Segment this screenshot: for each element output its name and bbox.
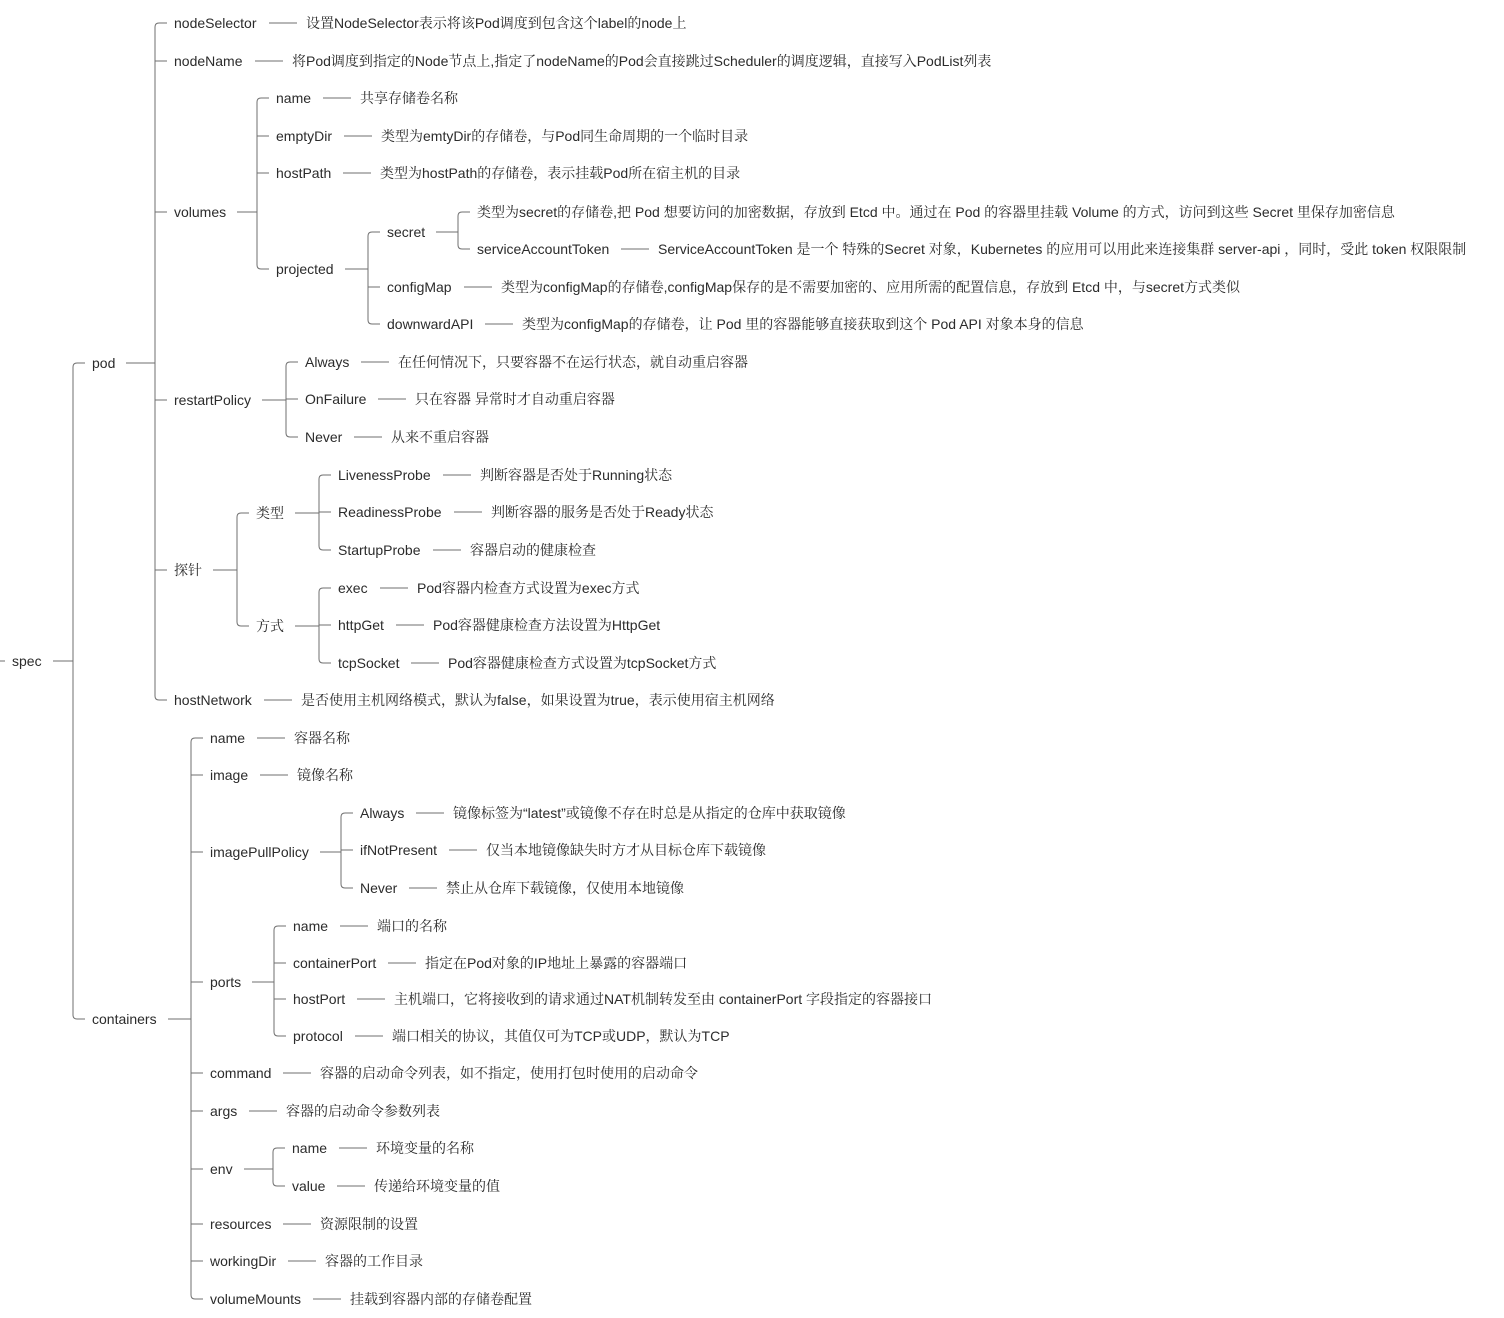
node-name[interactable]: name bbox=[210, 730, 246, 746]
node-exec[interactable]: exec bbox=[338, 580, 368, 596]
node-description[interactable]: 容器名称 bbox=[294, 730, 350, 746]
node-description[interactable]: 容器的启动命令列表，如不指定，使用打包时使用的启动命令 bbox=[320, 1065, 698, 1081]
node-args[interactable]: args bbox=[210, 1103, 238, 1119]
node-volumemounts[interactable]: volumeMounts bbox=[210, 1291, 302, 1307]
node-nodeselector[interactable]: nodeSelector bbox=[174, 15, 257, 31]
bracket-secret-branch bbox=[458, 212, 470, 216]
node-description[interactable]: ServiceAccountToken 是一个 特殊的Secret 对象，Kubernetes 的应用可以用此来连接集群 server-api ，同时，受此 token 权限限制 bbox=[658, 241, 1467, 257]
node-env[interactable]: env bbox=[210, 1161, 233, 1177]
node-containerport[interactable]: containerPort bbox=[293, 955, 377, 971]
node-description[interactable]: 资源限制的设置 bbox=[320, 1216, 418, 1232]
node-ifnotpresent[interactable]: ifNotPresent bbox=[360, 842, 438, 858]
node-description[interactable]: 挂载到容器内部的存储卷配置 bbox=[350, 1291, 532, 1307]
bracket-ports-branch bbox=[274, 1032, 286, 1036]
node-description[interactable]: 容器的工作目录 bbox=[325, 1253, 423, 1269]
node-description[interactable]: 只在容器 异常时才自动重启容器 bbox=[415, 391, 615, 407]
node-hostpath[interactable]: hostPath bbox=[276, 165, 332, 181]
node-description[interactable]: 禁止从仓库下载镜像，仅使用本地镜像 bbox=[446, 880, 684, 896]
bracket-cn-branch bbox=[319, 588, 331, 592]
node-restartpolicy[interactable]: restartPolicy bbox=[174, 392, 252, 408]
root-node-spec[interactable]: spec bbox=[12, 653, 42, 669]
node-description[interactable]: 是否使用主机网络模式，默认为false，如果设置为true，表示使用宿主机网络 bbox=[301, 692, 775, 708]
node-description[interactable]: 设置NodeSelector表示将该Pod调度到包含这个label的node上 bbox=[306, 15, 687, 31]
node-pod[interactable]: pod bbox=[92, 355, 116, 371]
bracket-pod-branch bbox=[155, 696, 167, 700]
node-never[interactable]: Never bbox=[360, 880, 398, 896]
node-readinessprobe[interactable]: ReadinessProbe bbox=[338, 504, 442, 520]
node-hostport[interactable]: hostPort bbox=[293, 991, 346, 1007]
node-description[interactable]: 在任何情况下，只要容器不在运行状态，就自动重启容器 bbox=[398, 354, 748, 370]
node-resources[interactable]: resources bbox=[210, 1216, 272, 1232]
node-startupprobe[interactable]: StartupProbe bbox=[338, 542, 421, 558]
node-description[interactable]: 共享存储卷名称 bbox=[360, 90, 458, 106]
bracket-cn-branch bbox=[319, 475, 331, 479]
node-cn[interactable]: 类型 bbox=[256, 505, 284, 521]
node-onfailure[interactable]: OnFailure bbox=[305, 391, 367, 407]
node-hostnetwork[interactable]: hostNetwork bbox=[174, 692, 252, 708]
node-description[interactable]: 类型为configMap的存储卷，让 Pod 里的容器能够直接获取到这个 Pod API 对象本身的信息 bbox=[522, 316, 1084, 332]
node-livenessprobe[interactable]: LivenessProbe bbox=[338, 467, 431, 483]
root-bracket-branch bbox=[73, 363, 85, 367]
bracket-containers-branch bbox=[191, 1295, 203, 1299]
node-description[interactable]: 从来不重启容器 bbox=[391, 429, 489, 445]
node-secret-pod-etcd-pod-volume-secret[interactable]: 类型为secret的存储卷,把 Pod 想要访问的加密数据，存放到 Etcd 中。通过在 Pod 的容器里挂载 Volume 的方式，访问到这些 Secret 里保存加密信息 bbox=[477, 204, 1395, 220]
node-description[interactable]: Pod容器健康检查方法设置为HttpGet bbox=[433, 617, 661, 633]
bracket-cn-branch bbox=[237, 622, 249, 626]
node-description[interactable]: 指定在Pod对象的IP地址上暴露的容器端口 bbox=[425, 955, 688, 971]
node-description[interactable]: 环境变量的名称 bbox=[376, 1140, 474, 1156]
bracket-env-branch bbox=[273, 1182, 285, 1186]
node-description[interactable]: 判断容器的服务是否处于Ready状态 bbox=[491, 504, 714, 520]
node-containers[interactable]: containers bbox=[92, 1011, 157, 1027]
bracket-imagepullpolicy-branch bbox=[341, 813, 353, 817]
node-description[interactable]: 类型为hostPath的存储卷，表示挂载Pod所在宿主机的目录 bbox=[380, 165, 741, 181]
bracket-cn-branch bbox=[319, 659, 331, 663]
node-command[interactable]: command bbox=[210, 1065, 272, 1081]
bracket-volumes-branch bbox=[257, 98, 269, 102]
node-description[interactable]: 端口的名称 bbox=[377, 918, 447, 934]
node-always[interactable]: Always bbox=[305, 354, 350, 370]
node-secret[interactable]: secret bbox=[387, 224, 426, 240]
node-cn[interactable]: 探针 bbox=[174, 562, 202, 578]
node-imagepullpolicy[interactable]: imagePullPolicy bbox=[210, 844, 309, 860]
node-always[interactable]: Always bbox=[360, 805, 405, 821]
node-description[interactable]: 判断容器是否处于Running状态 bbox=[480, 467, 673, 483]
node-description[interactable]: Pod容器内检查方式设置为exec方式 bbox=[417, 580, 640, 596]
bracket-restartpolicy-branch bbox=[286, 362, 298, 366]
bracket-projected-branch bbox=[368, 232, 380, 236]
node-name[interactable]: name bbox=[276, 90, 312, 106]
bracket-ports-branch bbox=[274, 926, 286, 930]
bracket-containers-branch bbox=[191, 738, 203, 742]
node-description[interactable]: 传递给环境变量的值 bbox=[374, 1178, 500, 1194]
node-projected[interactable]: projected bbox=[276, 261, 334, 277]
node-name[interactable]: name bbox=[292, 1140, 328, 1156]
bracket-cn-branch bbox=[319, 546, 331, 550]
node-image[interactable]: image bbox=[210, 767, 249, 783]
node-emptydir[interactable]: emptyDir bbox=[276, 128, 333, 144]
node-serviceaccounttoken[interactable]: serviceAccountToken bbox=[477, 241, 610, 257]
node-nodename[interactable]: nodeName bbox=[174, 53, 243, 69]
bracket-imagepullpolicy-branch bbox=[341, 884, 353, 888]
node-cn[interactable]: 方式 bbox=[256, 618, 284, 634]
node-workingdir[interactable]: workingDir bbox=[210, 1253, 277, 1269]
bracket-secret-branch bbox=[458, 245, 470, 249]
node-description[interactable]: 仅当本地镜像缺失时方才从目标仓库下载镜像 bbox=[486, 842, 766, 858]
node-value[interactable]: value bbox=[292, 1178, 326, 1194]
node-description[interactable]: 类型为emtyDir的存储卷，与Pod同生命周期的一个临时目录 bbox=[381, 128, 749, 144]
node-description[interactable]: 镜像名称 bbox=[297, 767, 353, 783]
node-name[interactable]: name bbox=[293, 918, 329, 934]
node-description[interactable]: 主机端口，它将接收到的请求通过NAT机制转发至由 containerPort 字段指定的容器接口 bbox=[394, 991, 933, 1007]
node-never[interactable]: Never bbox=[305, 429, 343, 445]
bracket-cn-branch bbox=[237, 513, 249, 517]
node-configmap[interactable]: configMap bbox=[387, 279, 452, 295]
node-tcpsocket[interactable]: tcpSocket bbox=[338, 655, 400, 671]
node-description[interactable]: 端口相关的协议，其值仅可为TCP或UDP，默认为TCP bbox=[392, 1028, 730, 1044]
node-description[interactable]: 将Pod调度到指定的Node节点上,指定了nodeName的Pod会直接跳过Scheduler的调度逻辑，直接写入PodList列表 bbox=[292, 53, 992, 69]
node-protocol[interactable]: protocol bbox=[293, 1028, 343, 1044]
node-ports[interactable]: ports bbox=[210, 974, 242, 990]
node-downwardapi[interactable]: downwardAPI bbox=[387, 316, 474, 332]
node-description[interactable]: 容器启动的健康检查 bbox=[470, 542, 596, 558]
root-bracket-branch bbox=[73, 1015, 85, 1019]
bracket-volumes-branch bbox=[257, 265, 269, 269]
bracket-projected-branch bbox=[368, 320, 380, 324]
bracket-env-branch bbox=[273, 1148, 285, 1152]
node-description[interactable]: 容器的启动命令参数列表 bbox=[286, 1103, 440, 1119]
node-description[interactable]: Pod容器健康检查方式设置为tcpSocket方式 bbox=[448, 655, 717, 671]
node-httpget[interactable]: httpGet bbox=[338, 617, 384, 633]
bracket-restartpolicy-branch bbox=[286, 433, 298, 437]
bracket-pod-branch bbox=[155, 23, 167, 27]
node-description[interactable]: 类型为configMap的存储卷,configMap保存的是不需要加密的、应用所需的配置信息，存放到 Etcd 中，与secret方式类似 bbox=[501, 279, 1240, 295]
node-volumes[interactable]: volumes bbox=[174, 204, 227, 220]
node-description[interactable]: 镜像标签为“latest”或镜像不存在时总是从指定的仓库中获取镜像 bbox=[453, 805, 846, 821]
